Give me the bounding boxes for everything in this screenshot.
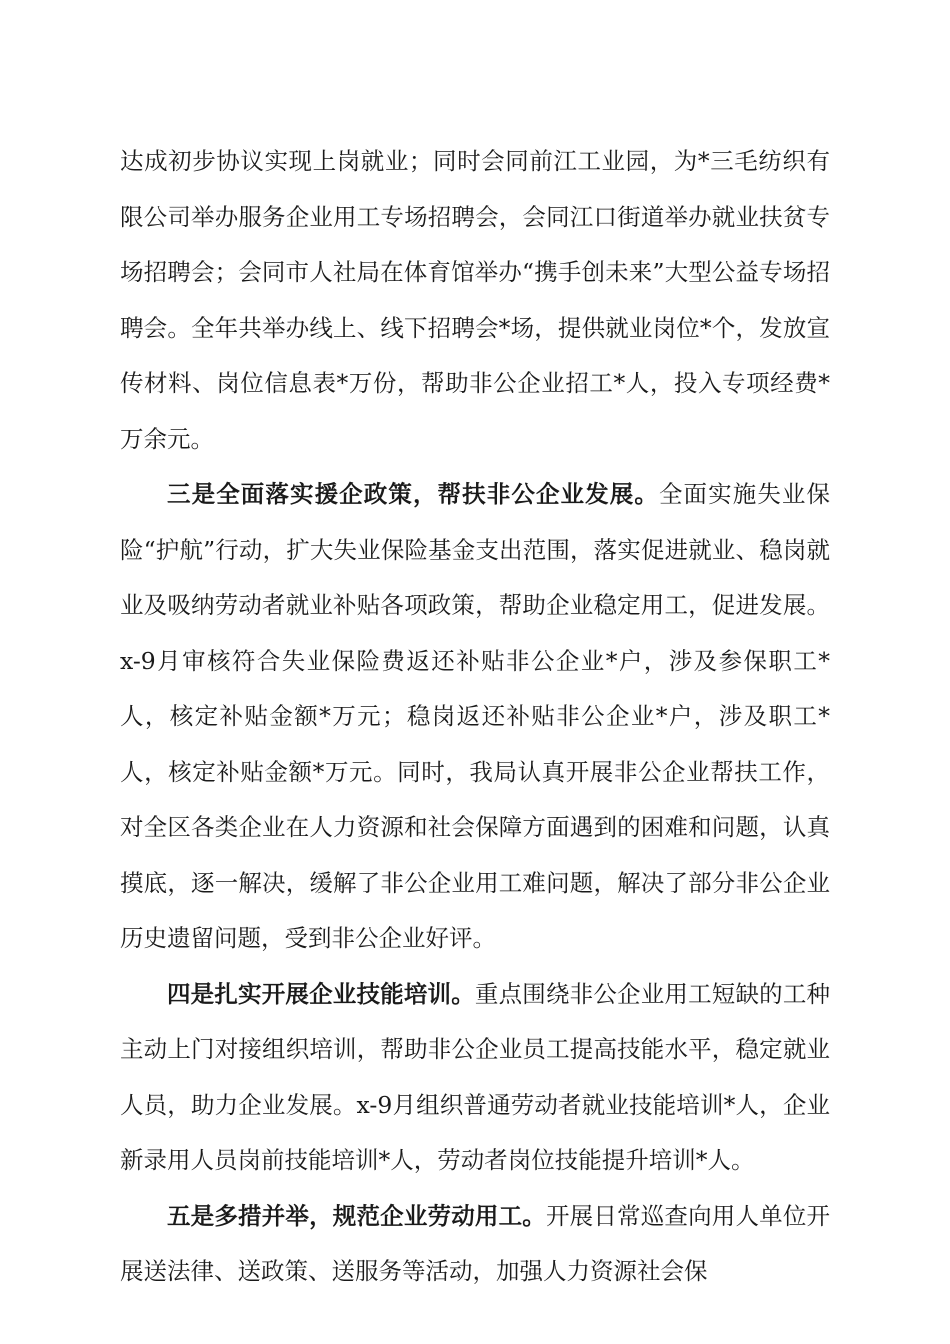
paragraph-recruitment-summary bbox=[120, 134, 830, 467]
paragraph-skills-training bbox=[120, 967, 830, 1189]
paragraph-text: 达成初步协议实现上岗就业；同时会同前江工业园，为*三毛纺织有限公司举办服务企业用工专场招聘会，会同江口街道举办就业扶贫专场招聘会；会同市人社局在体育馆举办“携手创未来”大型公益专场招聘会。全年共举办线上、线下招聘会*场，提供就业岗位*个，发放宣传材料、岗位信息表*万份，帮助非公企业招工*人，投入专项经费*万余元。 bbox=[120, 147, 830, 453]
paragraph-labor-regulation bbox=[120, 1189, 830, 1300]
paragraph-text: 开展日常巡查向用人单位开展送法律、送政策、送服务等活动，加强人力资源社会保 bbox=[120, 1201, 831, 1285]
document-body bbox=[120, 134, 830, 1300]
paragraph-heading: 三是全面落实援企政策，帮扶非公企业发展。 bbox=[167, 480, 659, 508]
paragraph-heading: 五是多措并举，规范企业劳动用工。 bbox=[167, 1201, 546, 1230]
paragraph-text: 全面实施失业保险“护航”行动，扩大失业保险基金支出范围，落实促进就业、稳岗就业及吸纳劳动者就业补贴各项政策，帮助企业稳定用工，促进发展。x-9月审核符合失业保险费返还补贴非公企业*户，涉及参保职工*人，核定补贴金额*万元；稳岗返还补贴非公企业*户，涉及职工*人，核定补贴金额*万元。同时，我局认真开展非公企业帮扶工作，对全区各类企业在人力资源和社会保障方面遇到的困难和问题，认真摸底，逐一解决，缓解了非公企业用工难问题，解决了部分非公企业历史遗留问题，受到非公企业好评。 bbox=[120, 480, 831, 952]
paragraph-text: 重点围绕非公企业用工短缺的工种主动上门对接组织培训，帮助非公企业员工提高技能水平，稳定就业人员，助力企业发展。x-9月组织普通劳动者就业技能培训*人，企业新录用人员岗前技能培训*人，劳动者岗位技能提升培训*人。 bbox=[120, 979, 831, 1174]
paragraph-enterprise-policy bbox=[120, 467, 830, 967]
paragraph-heading: 四是扎实开展企业技能培训。 bbox=[167, 979, 475, 1008]
